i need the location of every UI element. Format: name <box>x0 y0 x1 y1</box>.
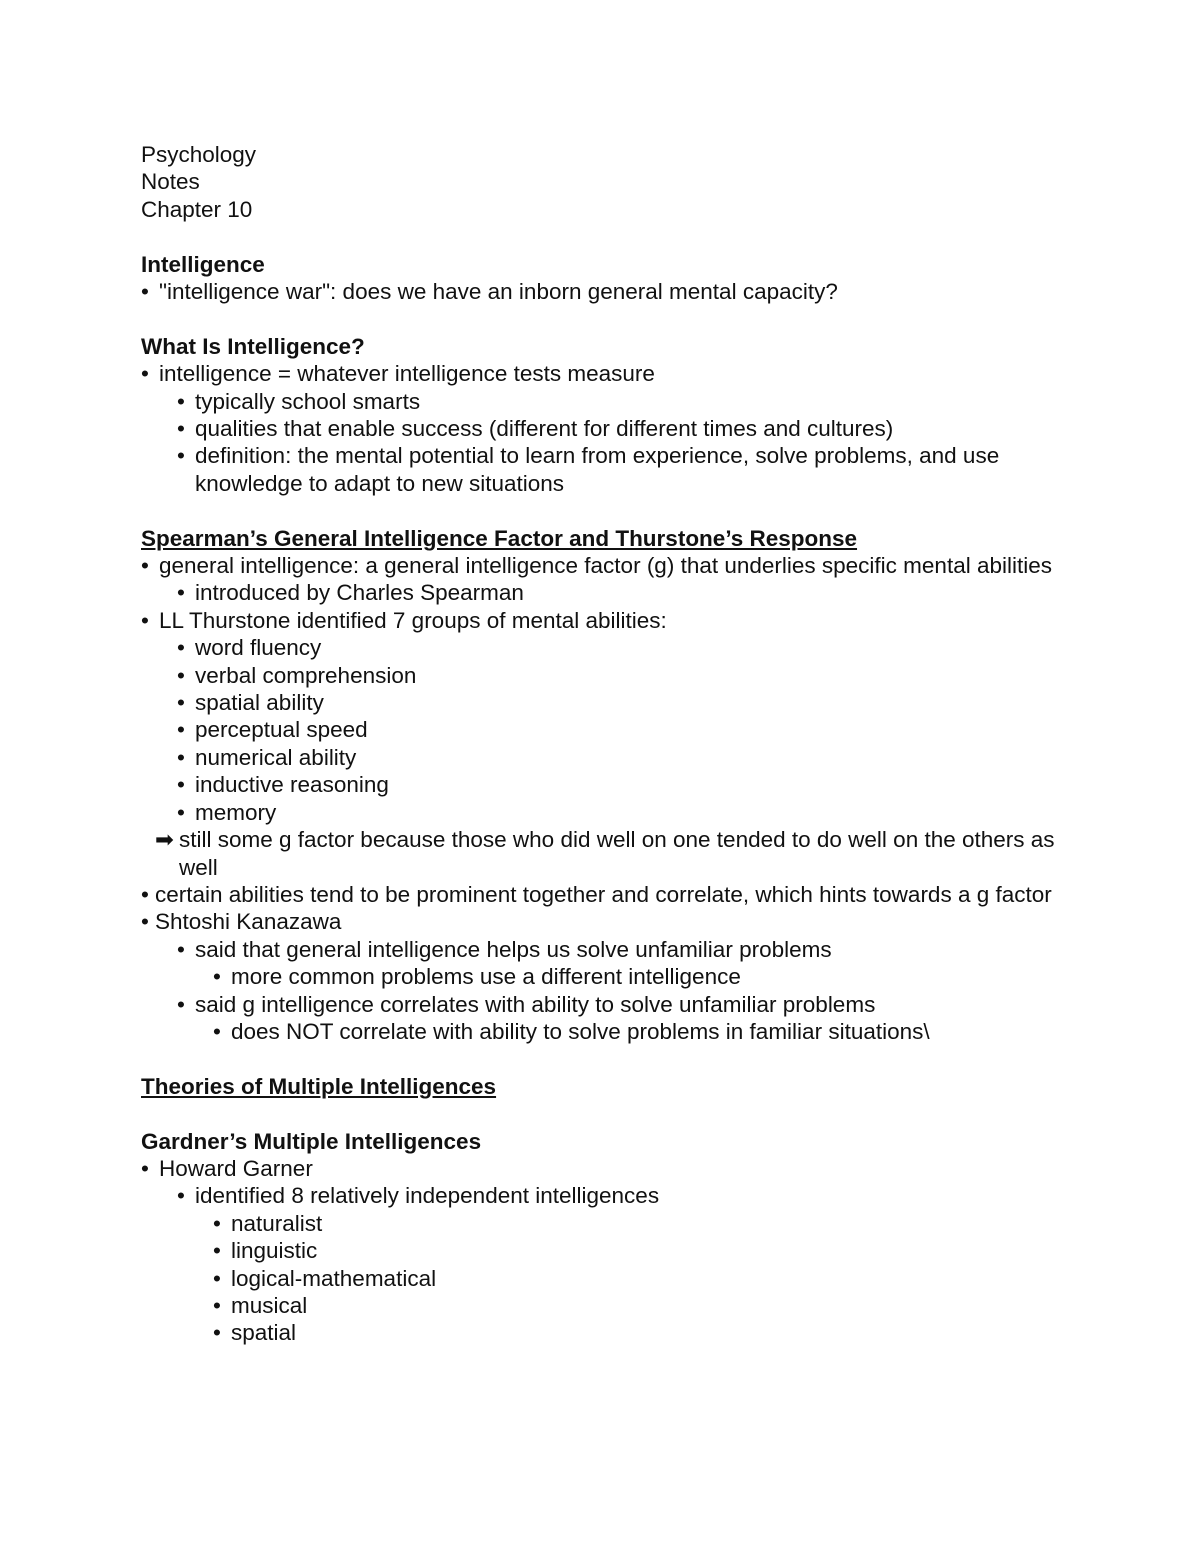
list-item: • said g intelligence correlates with ability to solve unfamiliar problems <box>177 991 876 1017</box>
bullet-icon: • <box>213 1018 221 1044</box>
list-item: • Shtoshi Kanazawa <box>141 909 342 935</box>
bullet-icon: • <box>213 1320 221 1346</box>
list-item: • certain abilities tend to be prominent together and correlate, which hints towards a g factor <box>141 881 1052 907</box>
list-item: • does NOT correlate with ability to solve problems in familiar situations\ <box>213 1018 930 1044</box>
bullet-icon: • <box>177 580 185 606</box>
list-item: ➡ still some g factor because those who did well on one tended to do well on the others as well <box>155 827 1061 880</box>
list-item: • qualities that enable success (different for different times and cultures) <box>177 416 894 442</box>
bullet-icon: • <box>177 772 185 798</box>
list-item: • typically school smarts <box>177 388 421 414</box>
bullet-icon: • <box>141 607 149 633</box>
bullet-icon: • <box>177 799 185 825</box>
bullet-icon: • <box>141 881 149 907</box>
bullet-icon: • <box>213 1238 221 1264</box>
list-item: • perceptual speed <box>177 717 368 743</box>
section-heading-what-is-intelligence: What Is Intelligence? <box>141 333 365 359</box>
list-item: • musical <box>213 1292 308 1318</box>
list-item: • more common problems use a different intelligence <box>213 964 741 990</box>
bullet-icon: • <box>141 909 149 935</box>
spacer <box>141 1045 1061 1072</box>
list-item: • linguistic <box>213 1238 318 1264</box>
bullet-icon: • <box>177 936 185 962</box>
section-heading-intelligence: Intelligence <box>141 251 265 277</box>
bullet-icon: • <box>141 1155 149 1181</box>
bullet-icon: • <box>213 1210 221 1236</box>
list-item: • word fluency <box>177 635 322 661</box>
bullet-icon: • <box>141 553 149 579</box>
bullet-icon: • <box>177 416 185 442</box>
bullet-icon: • <box>177 388 185 414</box>
bullet-icon: • <box>177 1183 185 1209</box>
title-subject: Psychology <box>141 142 257 167</box>
bullet-icon: • <box>177 635 185 661</box>
title-notes: Notes <box>141 169 200 195</box>
bullet-icon: • <box>213 964 221 990</box>
bullet-icon: • <box>177 443 185 469</box>
spacer <box>141 223 1061 250</box>
bullet-icon: • <box>177 717 185 743</box>
bullet-icon: • <box>213 1292 221 1318</box>
arrow-right-icon: ➡ <box>155 827 174 853</box>
list-item: • general intelligence: a general intelligence factor (g) that underlies specific mental abilities <box>141 553 1053 579</box>
bullet-icon: • <box>177 991 185 1017</box>
section-heading-multiple-intelligences: Theories of Multiple Intelligences <box>141 1073 497 1099</box>
section-heading-spearman: Spearman’s General Intelligence Factor and Thurstone’s Response <box>141 525 858 551</box>
spacer <box>141 305 1061 332</box>
list-item: • said that general intelligence helps us solve unfamiliar problems <box>177 936 832 962</box>
list-item: • "intelligence war": does we have an inborn general mental capacity? <box>141 279 838 305</box>
list-item: • intelligence = whatever intelligence tests measure <box>141 361 655 387</box>
list-item: • numerical ability <box>177 744 357 770</box>
list-item: • introduced by Charles Spearman <box>177 580 524 606</box>
list-item: • naturalist <box>213 1210 323 1236</box>
list-item: • definition: the mental potential to learn from experience, solve problems, and use knowledge to adapt to new situations <box>177 443 1006 496</box>
bullet-icon: • <box>213 1265 221 1291</box>
list-item: • spatial ability <box>177 690 324 716</box>
list-item: • spatial <box>213 1320 297 1346</box>
list-item: • Howard Garner <box>141 1155 313 1181</box>
bullet-icon: • <box>177 690 185 716</box>
spacer <box>141 497 1061 524</box>
title-chapter: Chapter 10 <box>141 196 253 222</box>
section-heading-gardner: Gardner’s Multiple Intelligences <box>141 1128 482 1154</box>
list-item: • inductive reasoning <box>177 772 389 798</box>
spacer <box>141 1100 1061 1127</box>
notes-body <box>141 141 1061 1347</box>
bullet-icon: • <box>177 662 185 688</box>
list-item: • identified 8 relatively independent intelligences <box>177 1183 660 1209</box>
bullet-icon: • <box>141 361 149 387</box>
bullet-icon: • <box>177 744 185 770</box>
list-item: • logical-mathematical <box>213 1265 437 1291</box>
list-item: • verbal comprehension <box>177 662 417 688</box>
bullet-icon: • <box>141 279 149 305</box>
list-item: • memory <box>177 799 277 825</box>
list-item: • LL Thurstone identified 7 groups of mental abilities: <box>141 607 667 633</box>
